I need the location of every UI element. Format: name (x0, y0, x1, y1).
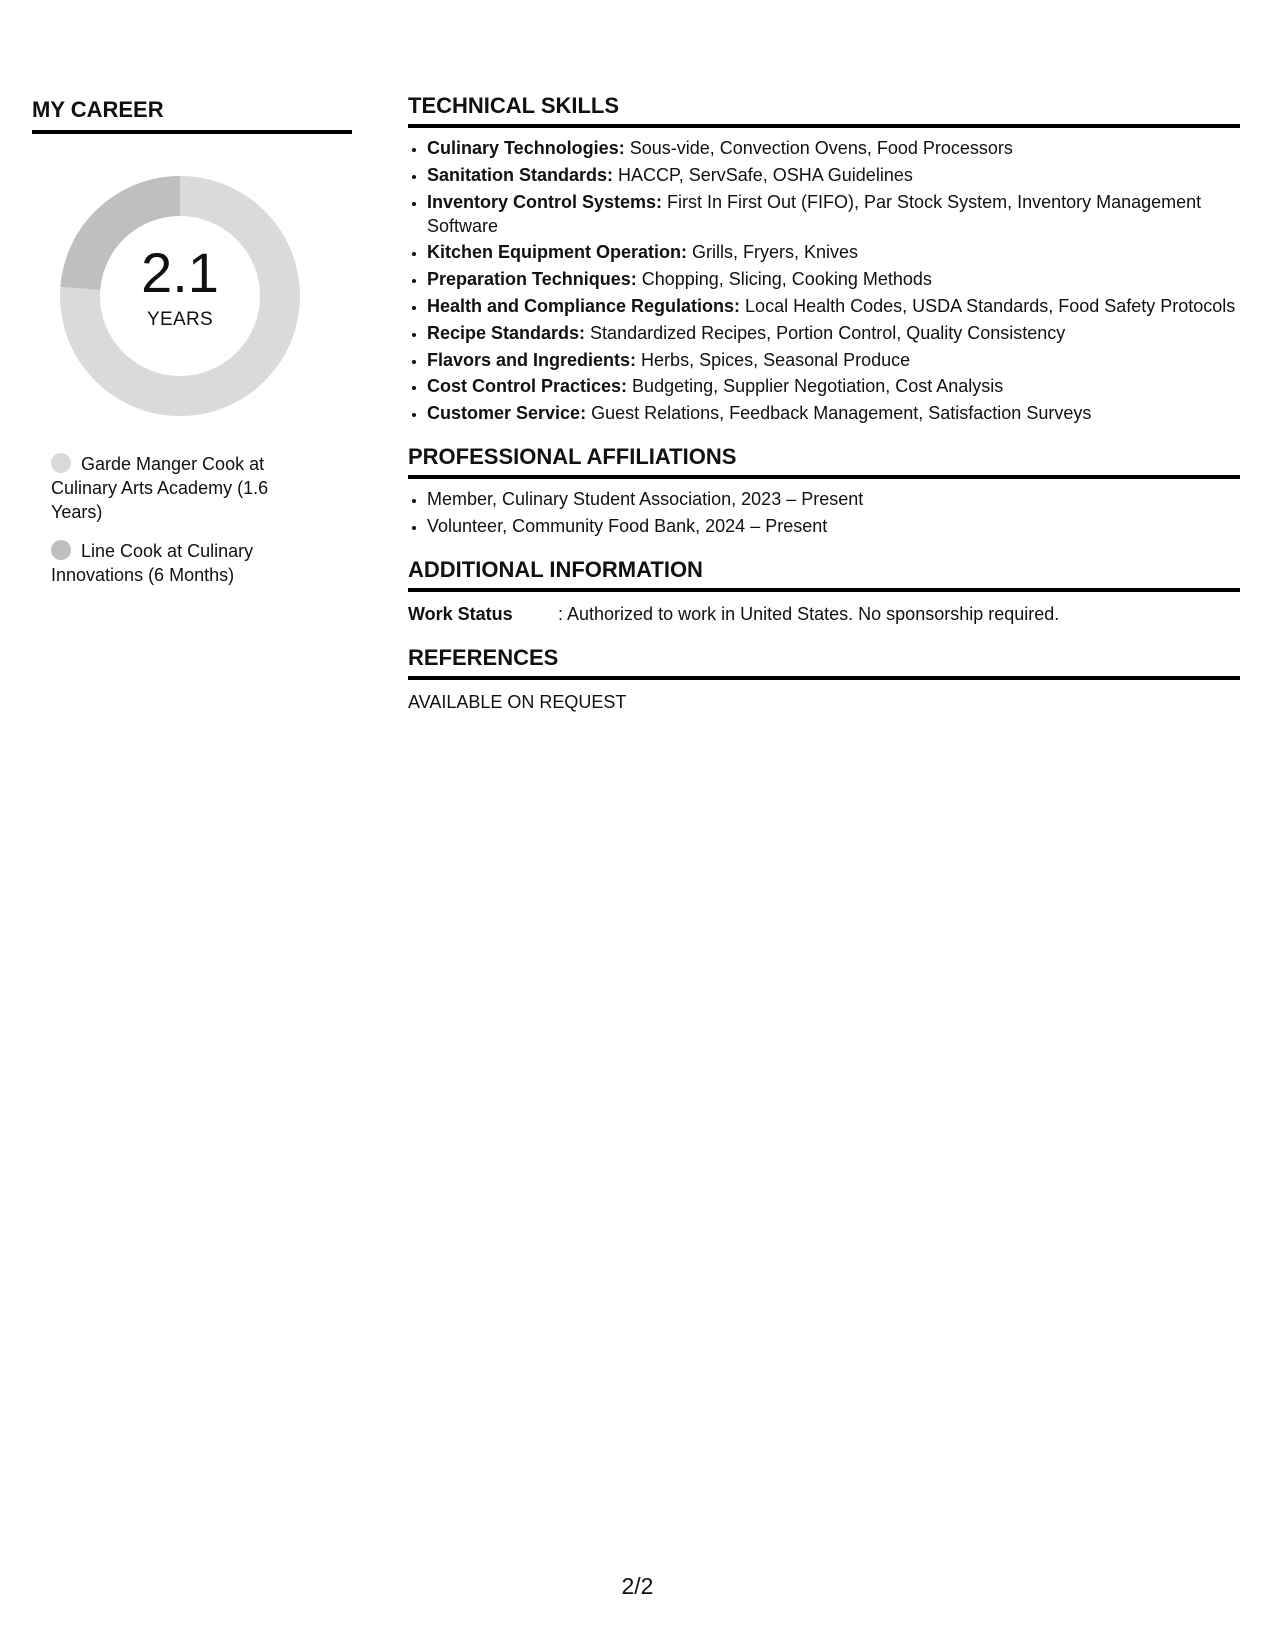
skill-label: Customer Service: (427, 403, 587, 424)
references-text: AVAILABLE ON REQUEST (408, 691, 627, 712)
skill-text: HACCP, ServSafe, OSHA Guidelines (613, 164, 913, 185)
legend-label: Line Cook at Culinary Innovations (6 Months) (51, 541, 254, 585)
work-status-row (408, 602, 1240, 626)
technical-skills-list (408, 136, 1240, 425)
technical-skills-section (408, 92, 1240, 425)
affiliations-heading: PROFESSIONAL AFFILIATIONS (408, 443, 1240, 479)
main-column (408, 92, 1240, 714)
skill-text: Budgeting, Supplier Negotiation, Cost Analysis (627, 376, 1004, 397)
career-total-unit: YEARS (147, 309, 213, 330)
work-status-label: Work Status (408, 603, 513, 624)
references-heading: REFERENCES (408, 644, 1240, 680)
list-item: • Volunteer, Community Food Bank, 2024 – Present (427, 514, 1240, 538)
list-item (427, 374, 1240, 398)
skill-label: Cost Control Practices: (427, 376, 628, 397)
skill-text: Local Health Codes, USDA Standards, Food Safety Protocols (740, 295, 1236, 316)
list-item (427, 240, 1240, 264)
legend-dot-icon (51, 453, 71, 473)
skill-label: Health and Compliance Regulations: (427, 295, 741, 316)
page-number: 2/2 (621, 1573, 654, 1599)
career-donut-chart (60, 176, 300, 416)
skill-label: Kitchen Equipment Operation: (427, 242, 688, 263)
work-status-value: : Authorized to work in United States. No sponsorship required. (558, 603, 1060, 624)
list-item (427, 136, 1240, 160)
list-item: • Member, Culinary Student Association, 2023 – Present (427, 487, 1240, 511)
legend-item (51, 539, 291, 587)
list-item (427, 267, 1240, 291)
skill-label: Culinary Technologies: (427, 138, 625, 158)
skill-text: Guest Relations, Feedback Management, Satisfaction Surveys (586, 403, 1092, 424)
career-heading: MY CAREER (32, 96, 352, 134)
skill-text: Sous-vide, Convection Ovens, Food Processors (624, 138, 1013, 158)
skill-text: Chopping, Slicing, Cooking Methods (636, 269, 932, 290)
affiliations-list (408, 487, 1240, 538)
career-total-value: 2.1 (141, 241, 219, 304)
skill-text: First In First Out (FIFO), Par Stock System, Inventory Management Software (427, 191, 1202, 236)
skill-label: Preparation Techniques: (427, 269, 637, 290)
career-legend (51, 452, 291, 587)
additional-info-heading: ADDITIONAL INFORMATION (408, 556, 1240, 592)
list-item (427, 163, 1240, 187)
technical-skills-heading: TECHNICAL SKILLS (408, 92, 1240, 128)
career-column (32, 96, 352, 602)
additional-info-section (408, 556, 1240, 626)
legend-item (51, 452, 291, 524)
legend-dot-icon (51, 540, 71, 560)
skill-label: Sanitation Standards: (427, 164, 614, 185)
legend-label: Garde Manger Cook at Culinary Arts Academy (1.6 Years) (51, 454, 269, 522)
references-section (408, 644, 1240, 714)
skill-text: Standardized Recipes, Portion Control, Quality Consistency (585, 322, 1066, 343)
list-item (427, 190, 1240, 238)
skill-label: Flavors and Ingredients: (427, 349, 637, 370)
donut-center-label (60, 176, 300, 416)
list-item (427, 348, 1240, 372)
list-item (427, 321, 1240, 345)
skill-label: Recipe Standards: (427, 322, 586, 343)
affiliations-section (408, 443, 1240, 538)
skill-label: Inventory Control Systems: (427, 191, 663, 212)
list-item (427, 294, 1240, 318)
skill-text: Herbs, Spices, Seasonal Produce (636, 349, 911, 370)
list-item (427, 401, 1240, 425)
skill-text: Grills, Fryers, Knives (687, 242, 859, 263)
